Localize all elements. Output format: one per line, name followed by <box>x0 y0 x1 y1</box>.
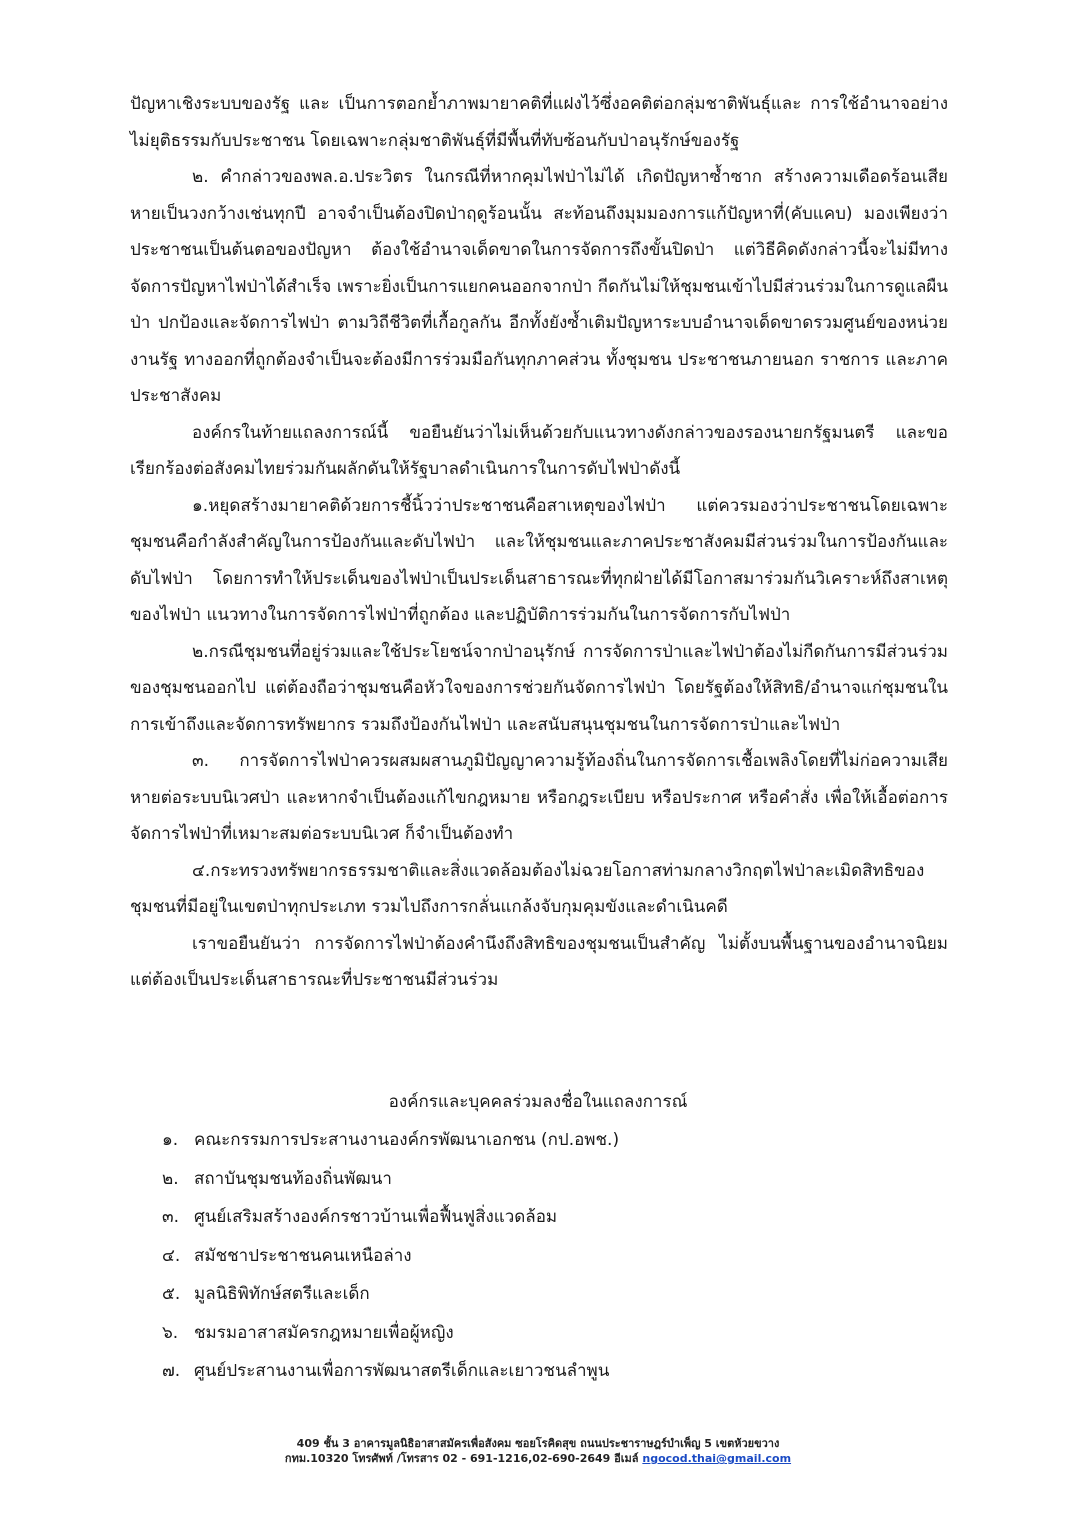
list-item-name: ศูนย์เสริมสร้างองค์กรชาวบ้านเพื่อฟื้นฟูสิ่งแวดล้อม <box>194 1207 558 1227</box>
list-item <box>162 1202 619 1241</box>
list-item-name: มูลนิธิพิทักษ์สตรีและเด็ก <box>194 1284 370 1304</box>
list-item-number: ๕. <box>162 1284 181 1304</box>
page-footer <box>0 1436 1076 1466</box>
list-item <box>162 1164 619 1203</box>
list-item <box>162 1279 619 1318</box>
paragraph-point-2: ๒. คำกล่าวของพล.อ.ประวิตร ในกรณีที่หากคุมไฟป่าไม่ได้ เกิดปัญหาซ้ำซาก สร้างความเดือดร้อนเสียหายเป็นวงกว้างเช่นทุกปี อาจจำเป็นต้องปิดป่าฤดูร้อนนั้น สะท้อนถึงมุมมองการแก้ปัญหาที่(คับแคบ) มองเพียงว่าประชาชนเป็นต้นตอของปัญหา ต้องใช้อำนาจเด็ดขาดในการจัดการถึงขั้นปิดป่า แต่วิธีคิดดังกล่าวนี้จะไม่มีทางจัดการปัญหาไฟป่าได้สำเร็จ เพราะยิ่งเป็นการแยกคนออกจากป่า กีดกันไม่ให้ชุมชนเข้าไปมีส่วนร่วมในการดูแลผืนป่า ปกป้องและจัดการไฟป่า ตามวิถีชีวิตที่เกื้อกูลกัน อีกทั้งยังซ้ำเติมปัญหาระบบอำนาจเด็ดขาดรวมศูนย์ของหน่วยงานรัฐ ทางออกที่ถูกต้องจำเป็นจะต้องมีการร่วมมือกันทุกภาคส่วน ทั้งชุมชน ประชาชนภายนอก ราชการ และภาคประชาสังคม <box>130 167 948 406</box>
footer-phone: กทม.10320 โทรศัพท์ /โทรสาร 02 - 691-1216,02-690-2649 อีเมล์ <box>284 1452 639 1465</box>
paragraph-conclusion: เราขอยืนยันว่า การจัดการไฟป่าต้องคำนึงถึงสิทธิของชุมชนเป็นสำคัญ ไม่ตั้งบนพื้นฐานของอำนาจนิยม แต่ต้องเป็นประเด็นสาธารณะที่ประชาชนมีส่วนร่วม <box>130 933 948 990</box>
list-item-name: สมัชชาประชาชนคนเหนือล่าง <box>194 1245 412 1266</box>
footer-address: 409 ชั้น 3 อาคารมูลนิธิอาสาสมัครเพื่อสังคม ซอยโรคิดสุข ถนนประชาราษฎร์บำเพ็ญ 5 เขตห้วยขวาง <box>296 1437 780 1450</box>
list-item-name: ศูนย์ประสานงานเพื่อการพัฒนาสตรีเด็กและเยาวชนลำพูน <box>194 1361 610 1381</box>
paragraph-demand-1: ๑.หยุดสร้างมายาคติด้วยการชี้นิ้วว่าประชาชนคือสาเหตุของไฟป่า แต่ควรมองว่าประชาชนโดยเฉพาะชุมชนคือกำลังสำคัญในการป้องกันและดับไฟป่า และให้ชุมชนและภาคประชาสังคมมีส่วนร่วมในการป้องกันและดับไฟป่า โดยการทำให้ประเด็นของไฟป่าเป็นประเด็นสาธารณะที่ทุกฝ่ายได้มีโอกาสมาร่วมกันวิเคราะห์ถึงสาเหตุของไฟป่า แนวทางในการจัดการไฟป่าที่ถูกต้อง และปฏิบัติการร่วมกันในการจัดการกับไฟป่า <box>130 495 948 625</box>
paragraph-demand-3: ๓. การจัดการไฟป่าควรผสมผสานภูมิปัญญาความรู้ท้องถิ่นในการจัดการเชื้อเพลิงโดยที่ไม่ก่อความเสียหายต่อระบบนิเวศป่า และหากจำเป็นต้องแก้ไขกฎหมาย หรือกฎระเบียบ หรือประกาศ หรือคำสั่ง เพื่อให้เอื้อต่อการจัดการไฟป่าที่เหมาะสมต่อระบบนิเวศ ก็จำเป็นต้องทำ <box>130 751 948 844</box>
paragraph-demand-2: ๒.กรณีชุมชนที่อยู่ร่วมและใช้ประโยชน์จากป่าอนุรักษ์ การจัดการป่าและไฟป่าต้องไม่กีดกันการมีส่วนร่วมของชุมชนออกไป แต่ต้องถือว่าชุมชนคือหัวใจของการช่วยกันจัดการไฟป่า โดยรัฐต้องให้สิทธิ/อำนาจแก่ชุมชนในการเข้าถึงและจัดการทรัพยากร รวมถึงป้องกันไฟป่า และสนับสนุนชุมชนในการจัดการป่าและไฟป่า <box>130 641 948 735</box>
list-item-number: ๔. <box>162 1245 181 1266</box>
list-item-number: ๒. <box>162 1168 179 1189</box>
paragraph-continuation: ปัญหาเชิงระบบของรัฐ และ เป็นการตอกย้ำภาพมายาคติที่แฝงไว้ซึ่งอคติต่อกลุ่มชาติพันธุ์และ การใช้อำนาจอย่างไม่ยุติธรรมกับประชาชน โดยเฉพาะกลุ่มชาติพันธุ์ที่มีพื้นที่ทับซ้อนกับป่าอนุรักษ์ของรัฐ <box>130 94 948 151</box>
footer-contact <box>0 1451 1076 1466</box>
list-item-name: สถาบันชุมชนท้องถิ่นพัฒนา <box>194 1168 392 1189</box>
list-item <box>162 1125 619 1164</box>
list-item-number: ๓. <box>162 1207 180 1227</box>
paragraph-demand-4: ๔.กระทรวงทรัพยากรธรรมชาติและสิ่งแวดล้อมต้องไม่ฉวยโอกาสท่ามกลางวิกฤตไฟป่าละเมิดสิทธิของชุมชนที่มีอยู่ในเขตป่าทุกประเภท รวมไปถึงการกลั่นแกล้งจับกุมคุมขังและดำเนินคดี <box>130 860 925 917</box>
list-item-number: ๑. <box>162 1130 179 1150</box>
signatories-heading: องค์กรและบุคคลร่วมลงชื่อในแถลงการณ์ <box>388 1092 688 1112</box>
signatories-list <box>162 1125 619 1395</box>
statement-body <box>130 86 948 999</box>
list-item <box>162 1318 619 1357</box>
footer-email-link[interactable]: ngocod.thai@gmail.com <box>642 1452 792 1465</box>
paragraph-demands-intro: องค์กรในท้ายแถลงการณ์นี้ ขอยืนยันว่าไม่เห็นด้วยกับแนวทางดังกล่าวของรองนายกรัฐมนตรี และขอเรียกร้องต่อสังคมไทยร่วมกันผลักดันให้รัฐบาลดำเนินการในการดับไฟป่าดังนี้ <box>130 422 948 479</box>
list-item-number: ๗. <box>162 1361 181 1381</box>
list-item-number: ๖. <box>162 1322 179 1343</box>
list-item <box>162 1241 619 1280</box>
list-item <box>162 1356 619 1395</box>
list-item-name: คณะกรรมการประสานงานองค์กรพัฒนาเอกชน (กป.อพช.) <box>194 1130 620 1150</box>
list-item-name: ชมรมอาสาสมัครกฎหมายเพื่อผู้หญิง <box>194 1322 454 1343</box>
